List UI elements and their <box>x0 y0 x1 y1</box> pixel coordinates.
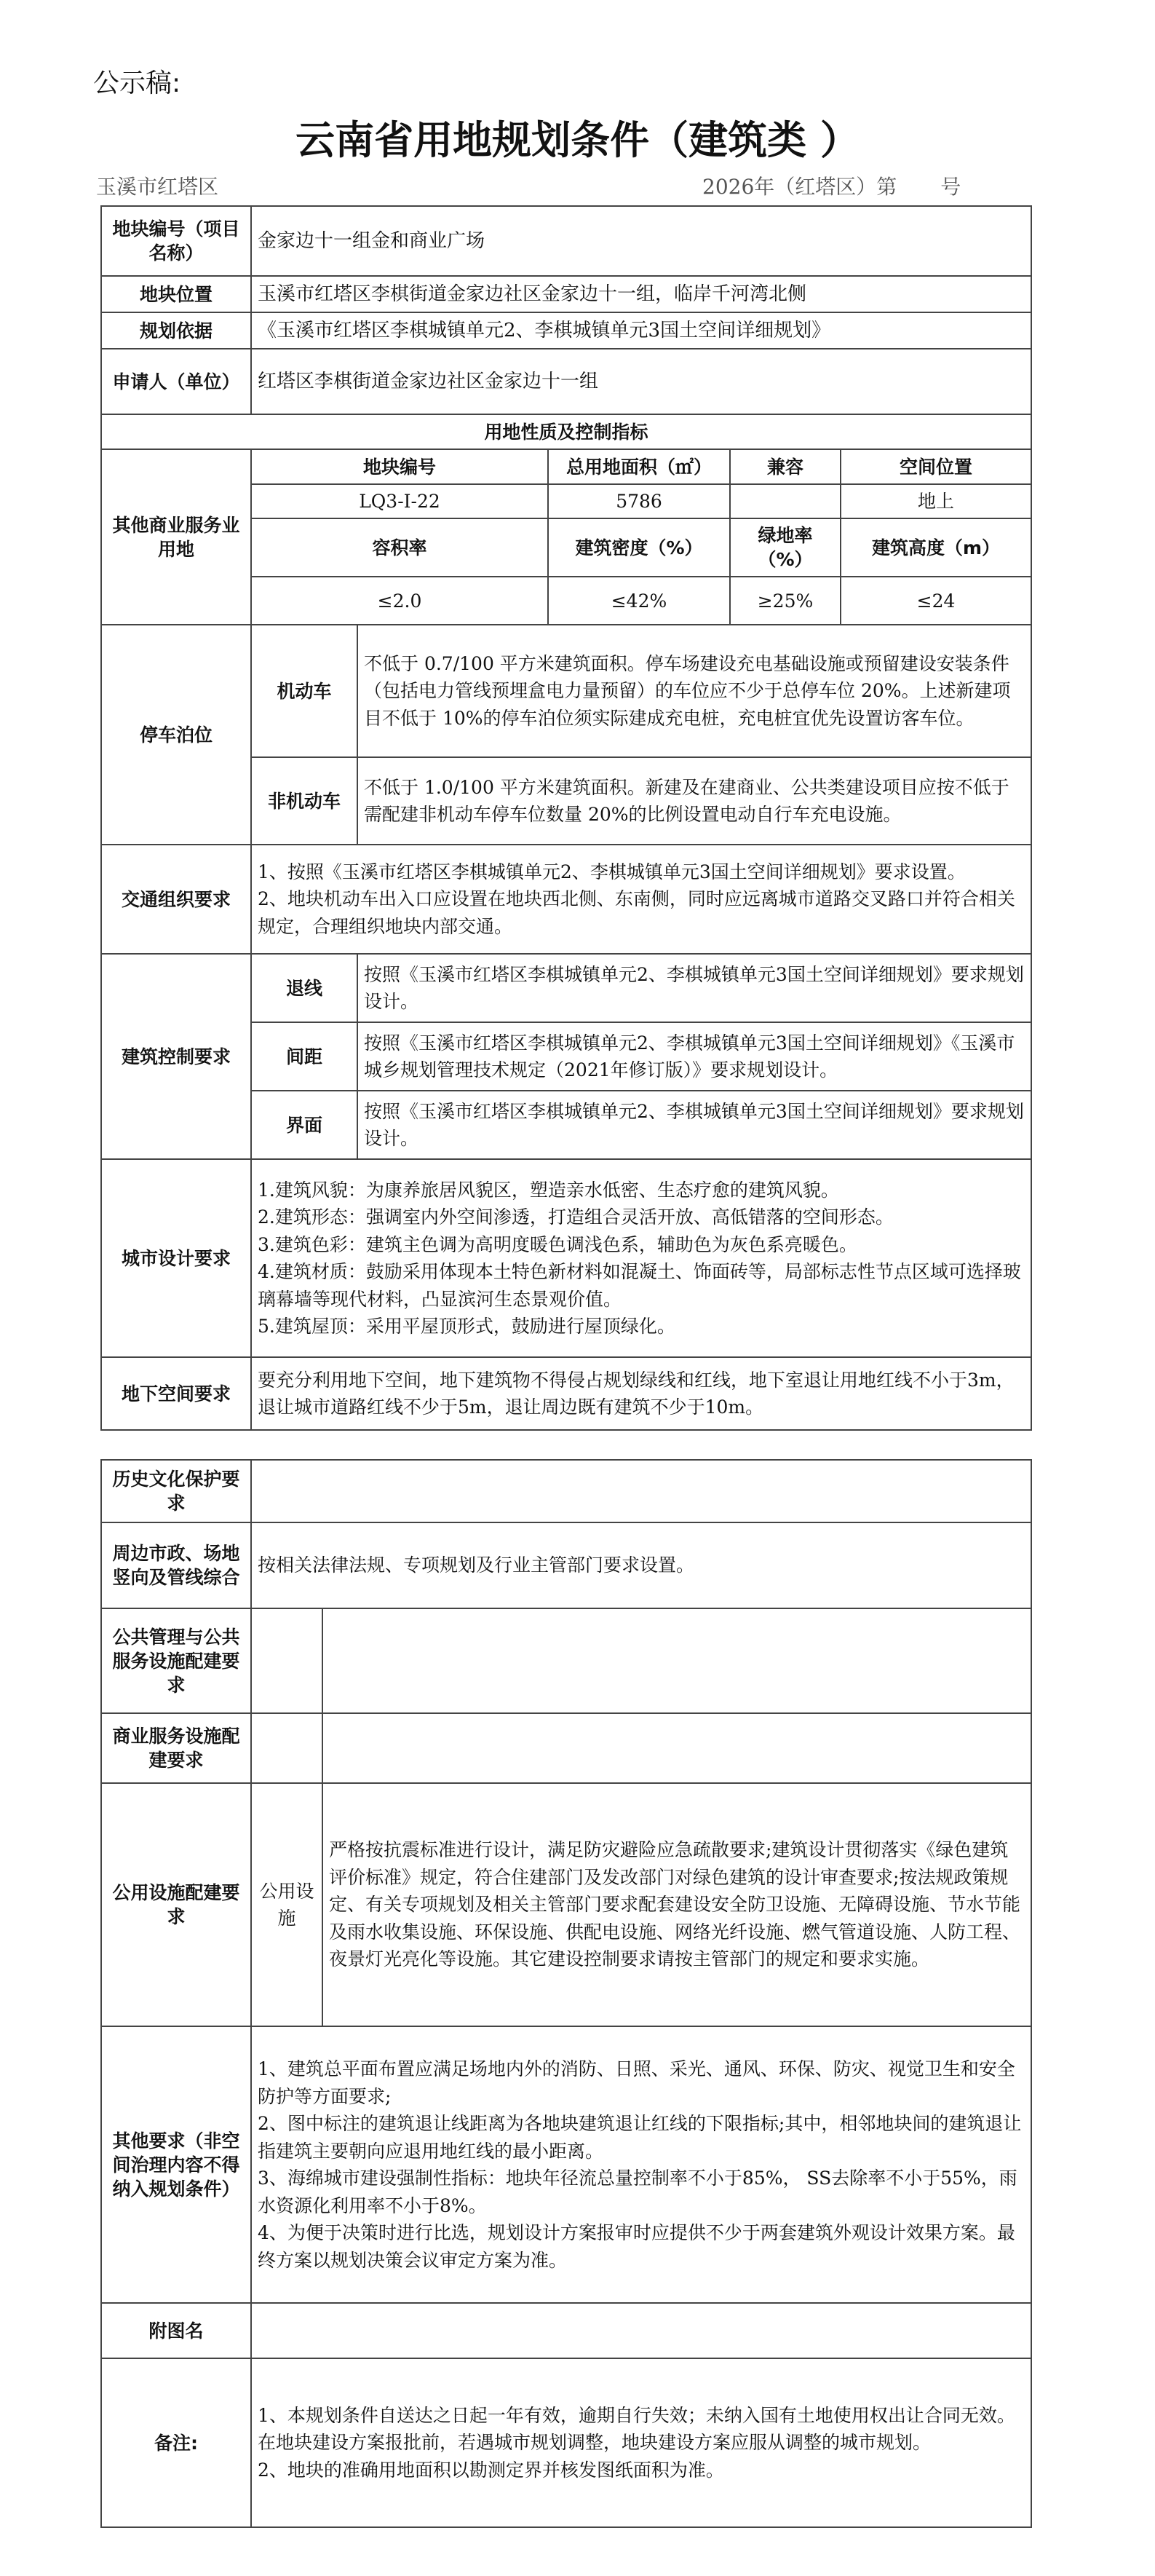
value-plot-no: LQ3-I-22 <box>251 484 548 518</box>
motor-vehicle-text: 不低于 0.7/100 平方米建筑面积。停车场建设充电基础设施或预留建设安装条件（包括电力管线预埋盒电力量预留）的车位应不少于总停车位 20%。上述新建项目不低于 10%的停车泊位须实际建成充电桩，充电桩宜优先设置访客车位。 <box>357 625 1031 757</box>
value-compatible <box>730 484 841 518</box>
urban-design-line: 3.建筑色彩：建筑主色调为高明度暖色调浅色系，辅助色为灰色系亮暖色。 <box>258 1233 857 1255</box>
public-mgmt-sub <box>251 1608 322 1713</box>
applicant-value: 红塔区李棋街道金家边社区金家边十一组 <box>251 349 1031 414</box>
basis-label: 规划依据 <box>101 312 251 349</box>
row-applicant <box>101 349 1031 414</box>
row-urban-design <box>101 1159 1031 1357</box>
row-remark <box>101 2358 1031 2527</box>
municipal-value: 按相关法律法规、专项规划及行业主管部门要求设置。 <box>251 1522 1031 1608</box>
traffic-text <box>251 845 1031 954</box>
basis-value: 《玉溪市红塔区李棋城镇单元2、李棋城镇单元3国土空间详细规划》 <box>251 312 1031 349</box>
heritage-value <box>251 1460 1031 1522</box>
row-plot-id <box>101 206 1031 276</box>
draft-label: 公示稿: <box>93 68 181 98</box>
urban-design-line: 1.建筑风貌：为康养旅居风貌区，塑造亲水低密、生态疗愈的建筑风貌。 <box>258 1179 839 1201</box>
non-motor-vehicle-text: 不低于 1.0/100 平方米建筑面积。新建及在建商业、公共类建设项目应按不低于需配建非机动车停车位数量 20%的比例设置电动自行车充电设施。 <box>357 757 1031 845</box>
row-location <box>101 276 1031 312</box>
row-public-mgmt <box>101 1608 1031 1713</box>
value-building-density: ≤42% <box>548 577 730 625</box>
plot-id-value: 金家边十一组金和商业广场 <box>251 206 1031 276</box>
setback-label: 退线 <box>251 954 357 1022</box>
land-use-section-title: 用地性质及控制指标 <box>101 414 1031 449</box>
value-spatial-position: 地上 <box>841 484 1031 518</box>
attachment-value <box>251 2303 1031 2358</box>
attachment-label: 附图名 <box>101 2303 251 2358</box>
heritage-label: 历史文化保护要求 <box>101 1460 251 1522</box>
page-title: 云南省用地规划条件（建筑类 ） <box>295 117 860 163</box>
planning-conditions-table <box>100 205 1032 1431</box>
header-building-density: 建筑密度（%） <box>548 518 730 577</box>
urban-design-line: 5.建筑屋顶：采用平屋顶形式，鼓励进行屋顶绿化。 <box>258 1316 675 1337</box>
spacing-label: 间距 <box>251 1022 357 1091</box>
row-land-use-headers-1 <box>101 449 1031 484</box>
remark-line: 2、地块的准确用地面积以勘测定界并核发图纸面积为准。 <box>258 2459 724 2481</box>
traffic-line: 2、地块机动车出入口应设置在地块西北侧、东南侧，同时应远离城市道路交叉路口并符合相关规定，合理组织地块内部交通。 <box>258 888 1015 937</box>
value-building-height: ≤24 <box>841 577 1031 625</box>
row-setback <box>101 954 1031 1022</box>
traffic-label: 交通组织要求 <box>101 845 251 954</box>
commercial-label: 商业服务设施配建要求 <box>101 1713 251 1783</box>
other-line: 1、建筑总平面布置应满足场地内外的消防、日照、采光、通风、环保、防灾、视觉卫生和安全防护等方面要求; <box>258 2058 1015 2107</box>
header-total-area: 总用地面积（㎡） <box>548 449 730 484</box>
row-utility <box>101 1783 1031 2026</box>
land-use-type: 其他商业服务业用地 <box>101 449 251 625</box>
underground-label: 地下空间要求 <box>101 1357 251 1430</box>
row-municipal <box>101 1522 1031 1608</box>
spacing-text: 按照《玉溪市红塔区李棋城镇单元2、李棋城镇单元3国土空间详细规划》《玉溪市城乡规划管理技术规定（2021年修订版）》要求规划设计。 <box>357 1022 1031 1091</box>
other-line: 4、为便于决策时进行比选，规划设计方案报审时应提供不少于两套建筑外观设计效果方案。最终方案以规划决策会议审定方案为准。 <box>258 2222 1015 2271</box>
value-far: ≤2.0 <box>251 577 548 625</box>
row-basis <box>101 312 1031 349</box>
underground-text: 要充分利用地下空间，地下建筑物不得侵占规划绿线和红线，地下室退让用地红线不小于3m，退让城市道路红线不少于5m，退让周边既有建筑不少于10m。 <box>251 1357 1031 1430</box>
parking-label: 停车泊位 <box>101 625 251 845</box>
header-building-height: 建筑高度（m） <box>841 518 1031 577</box>
row-other <box>101 2026 1031 2303</box>
other-line: 2、图中标注的建筑退让线距离为各地块建筑退让红线的下限指标;其中，相邻地块间的建筑退让指建筑主要朝向应退用地红线的最小距离。 <box>258 2113 1022 2162</box>
setback-text: 按照《玉溪市红塔区李棋城镇单元2、李棋城镇单元3国土空间详细规划》要求规划设计。 <box>357 954 1031 1022</box>
document-number-right: 号 <box>940 175 961 199</box>
urban-design-line: 2.建筑形态：强调室内外空间渗透，打造组合灵活开放、高低错落的空间形态。 <box>258 1206 894 1228</box>
other-label: 其他要求（非空间治理内容不得纳入规划条件） <box>101 2026 251 2303</box>
other-requirements-table <box>100 1459 1032 2528</box>
header-plot-no: 地块编号 <box>251 449 548 484</box>
utility-sub-label: 公用设施 <box>251 1783 322 2026</box>
row-heritage <box>101 1460 1031 1522</box>
other-text <box>251 2026 1031 2303</box>
document-number <box>702 171 961 200</box>
location-value: 玉溪市红塔区李棋街道金家边社区金家边十一组，临岸千河湾北侧 <box>251 276 1031 312</box>
urban-design-label: 城市设计要求 <box>101 1159 251 1357</box>
remark-line: 1、本规划条件自送达之日起一年有效，逾期自行失效；未纳入国有土地使用权出让合同无效。在地块建设方案报批前，若遇城市规划调整，地块建设方案应服从调整的城市规划。 <box>258 2404 1015 2454</box>
other-line: 3、海绵城市建设强制性指标：地块年径流总量控制率不小于85%， SS去除率不小于55%，雨水资源化利用率不小于8%。 <box>258 2168 1017 2216</box>
document-number-left: 2026年（红塔区）第 <box>702 175 897 199</box>
building-control-label: 建筑控制要求 <box>101 954 251 1159</box>
urban-design-line: 4.建筑材质：鼓励采用体现本土特色新材料如混凝土、饰面砖等，局部标志性节点区域可选择玻璃幕墙等现代材料，凸显滨河生态景观价值。 <box>258 1261 1021 1310</box>
row-attachment <box>101 2303 1031 2358</box>
row-commercial <box>101 1713 1031 1783</box>
commercial-value <box>322 1713 1031 1783</box>
header-far: 容积率 <box>251 518 548 577</box>
header-green-ratio: 绿地率（%） <box>730 518 841 577</box>
remark-text <box>251 2358 1031 2527</box>
header-compatible: 兼容 <box>730 449 841 484</box>
row-parking-motor <box>101 625 1031 757</box>
public-mgmt-value <box>322 1608 1031 1713</box>
interface-label: 界面 <box>251 1091 357 1159</box>
utility-label: 公用设施配建要求 <box>101 1783 251 2026</box>
remark-label: 备注: <box>101 2358 251 2527</box>
public-mgmt-label: 公共管理与公共服务设施配建要求 <box>101 1608 251 1713</box>
plot-id-label: 地块编号（项目名称） <box>101 206 251 276</box>
applicant-label: 申请人（单位） <box>101 349 251 414</box>
row-traffic <box>101 845 1031 954</box>
motor-vehicle-label: 机动车 <box>251 625 357 757</box>
district-name: 玉溪市红塔区 <box>96 175 219 199</box>
municipal-label: 周边市政、场地竖向及管线综合 <box>101 1522 251 1608</box>
row-land-use-title <box>101 414 1031 449</box>
utility-text: 严格按抗震标准进行设计，满足防灾避险应急疏散要求;建筑设计贯彻落实《绿色建筑评价标准》规定，符合住建部门及发改部门对绿色建筑的设计审查要求;按法规政策规定、有关专项规划及相关主管部门要求配套建设安全防卫设施、无障碍设施、节水节能及雨水收集设施、环保设施、供配电设施、网络光纤设施、燃气管道设施、人防工程、夜景灯光亮化等设施。其它建设控制要求请按主管部门的规定和要求实施。 <box>322 1783 1031 2026</box>
commercial-sub <box>251 1713 322 1783</box>
urban-design-text <box>251 1159 1031 1357</box>
traffic-line: 1、按照《玉溪市红塔区李棋城镇单元2、李棋城镇单元3国土空间详细规划》要求设置。 <box>258 861 966 882</box>
location-label: 地块位置 <box>101 276 251 312</box>
interface-text: 按照《玉溪市红塔区李棋城镇单元2、李棋城镇单元3国土空间详细规划》要求规划设计。 <box>357 1091 1031 1159</box>
value-total-area: 5786 <box>548 484 730 518</box>
non-motor-vehicle-label: 非机动车 <box>251 757 357 845</box>
row-underground <box>101 1357 1031 1430</box>
value-green-ratio: ≥25% <box>730 577 841 625</box>
header-spatial-position: 空间位置 <box>841 449 1031 484</box>
